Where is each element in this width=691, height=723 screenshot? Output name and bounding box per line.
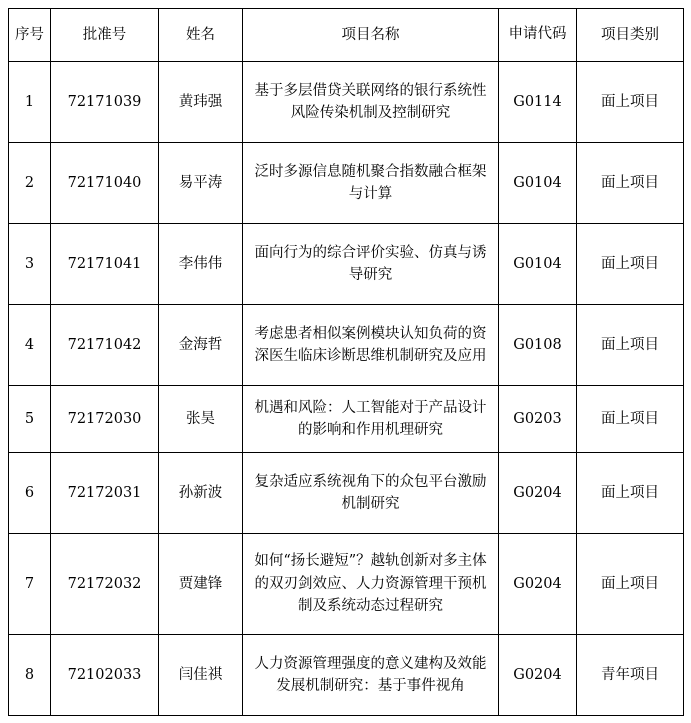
cell-grant-no: 72172031 bbox=[51, 453, 159, 534]
cell-seq: 4 bbox=[9, 305, 51, 386]
cell-grant-no: 72171040 bbox=[51, 143, 159, 224]
cell-grant-no: 72172030 bbox=[51, 386, 159, 453]
cell-grant-no: 72172032 bbox=[51, 534, 159, 635]
column-header-type: 项目类别 bbox=[577, 9, 684, 62]
cell-type: 面上项目 bbox=[577, 305, 684, 386]
cell-code: G0108 bbox=[499, 305, 577, 386]
cell-type: 面上项目 bbox=[577, 62, 684, 143]
table-row bbox=[9, 62, 684, 143]
cell-grant-no: 72102033 bbox=[51, 635, 159, 716]
cell-title: 面向行为的综合评价实验、仿真与诱导研究 bbox=[243, 224, 499, 305]
cell-code: G0204 bbox=[499, 534, 577, 635]
cell-type: 面上项目 bbox=[577, 534, 684, 635]
cell-seq: 2 bbox=[9, 143, 51, 224]
table-body bbox=[9, 62, 684, 716]
cell-grant-no: 72171042 bbox=[51, 305, 159, 386]
cell-grant-no: 72171041 bbox=[51, 224, 159, 305]
table-row bbox=[9, 143, 684, 224]
cell-name: 孙新波 bbox=[159, 453, 243, 534]
cell-code: G0203 bbox=[499, 386, 577, 453]
cell-title: 人力资源管理强度的意义建构及效能发展机制研究：基于事件视角 bbox=[243, 635, 499, 716]
table-row bbox=[9, 386, 684, 453]
table-row bbox=[9, 635, 684, 716]
table-header-row bbox=[9, 9, 684, 62]
cell-name: 李伟伟 bbox=[159, 224, 243, 305]
cell-code: G0104 bbox=[499, 224, 577, 305]
column-header-grant-no: 批准号 bbox=[51, 9, 159, 62]
column-header-name: 姓名 bbox=[159, 9, 243, 62]
cell-title: 基于多层借贷关联网络的银行系统性风险传染机制及控制研究 bbox=[243, 62, 499, 143]
cell-type: 面上项目 bbox=[577, 143, 684, 224]
cell-name: 贾建锋 bbox=[159, 534, 243, 635]
column-header-seq: 序号 bbox=[9, 9, 51, 62]
table-row bbox=[9, 224, 684, 305]
cell-seq: 5 bbox=[9, 386, 51, 453]
cell-name: 张昊 bbox=[159, 386, 243, 453]
cell-name: 金海哲 bbox=[159, 305, 243, 386]
cell-seq: 8 bbox=[9, 635, 51, 716]
cell-code: G0104 bbox=[499, 143, 577, 224]
cell-type: 面上项目 bbox=[577, 386, 684, 453]
cell-name: 闫佳祺 bbox=[159, 635, 243, 716]
table-row bbox=[9, 453, 684, 534]
table-header bbox=[9, 9, 684, 62]
cell-title: 复杂适应系统视角下的众包平台激励机制研究 bbox=[243, 453, 499, 534]
cell-seq: 7 bbox=[9, 534, 51, 635]
cell-title: 如何“扬长避短”？越轨创新对多主体的双刃剑效应、人力资源管理干预机制及系统动态过程研究 bbox=[243, 534, 499, 635]
column-header-code: 申请代码 bbox=[499, 9, 577, 62]
cell-code: G0204 bbox=[499, 635, 577, 716]
cell-type: 青年项目 bbox=[577, 635, 684, 716]
table-row bbox=[9, 305, 684, 386]
grant-projects-table bbox=[8, 8, 684, 716]
cell-code: G0114 bbox=[499, 62, 577, 143]
cell-type: 面上项目 bbox=[577, 224, 684, 305]
cell-type: 面上项目 bbox=[577, 453, 684, 534]
column-header-title: 项目名称 bbox=[243, 9, 499, 62]
cell-name: 黄玮强 bbox=[159, 62, 243, 143]
cell-title: 泛时多源信息随机聚合指数融合框架与计算 bbox=[243, 143, 499, 224]
cell-seq: 6 bbox=[9, 453, 51, 534]
cell-name: 易平涛 bbox=[159, 143, 243, 224]
table-row bbox=[9, 534, 684, 635]
cell-code: G0204 bbox=[499, 453, 577, 534]
cell-seq: 3 bbox=[9, 224, 51, 305]
cell-title: 机遇和风险：人工智能对于产品设计的影响和作用机理研究 bbox=[243, 386, 499, 453]
cell-title: 考虑患者相似案例模块认知负荷的资深医生临床诊断思维机制研究及应用 bbox=[243, 305, 499, 386]
cell-seq: 1 bbox=[9, 62, 51, 143]
cell-grant-no: 72171039 bbox=[51, 62, 159, 143]
